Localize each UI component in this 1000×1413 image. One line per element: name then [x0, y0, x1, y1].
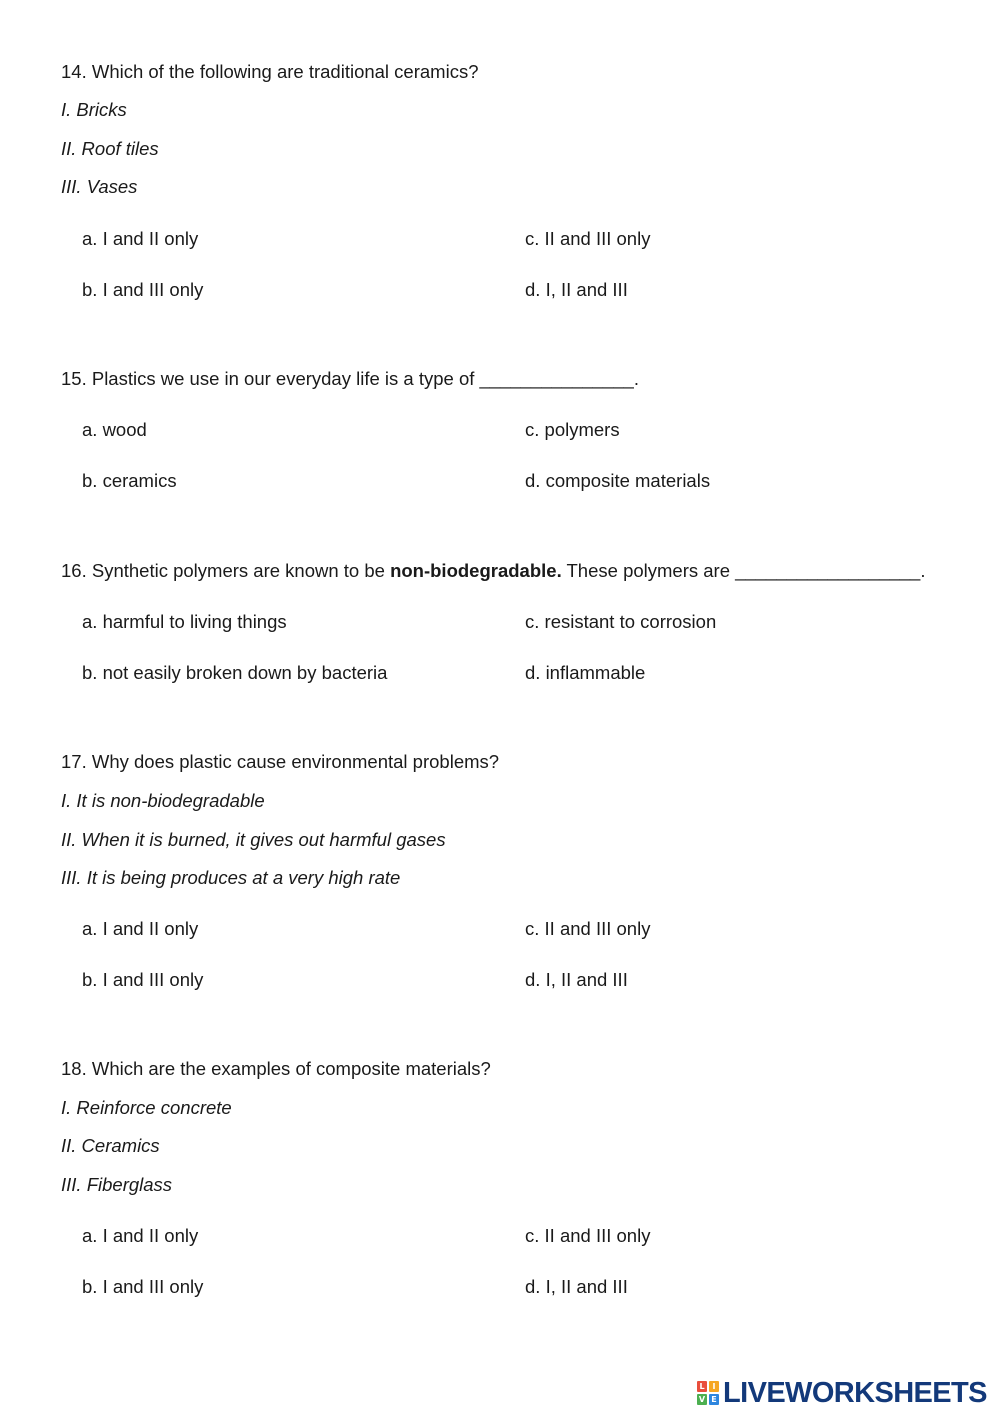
question-18-option-b[interactable]: b. I and III only [82, 1276, 204, 1297]
question-17-statement-2: II. When it is burned, it gives out harmful gases [61, 829, 446, 850]
question-16-text-end: These polymers are __________________. [561, 560, 926, 581]
question-14-statement-3: III. Vases [61, 176, 138, 197]
liveworksheets-logo [697, 1378, 993, 1408]
question-17-text: 17. Why does plastic cause environmental problems? [61, 751, 500, 772]
question-14-statement-2: II. Roof tiles [61, 138, 159, 159]
question-17-option-d[interactable]: d. I, II and III [525, 969, 628, 990]
question-16-option-d[interactable]: d. inflammable [525, 662, 646, 683]
question-15-option-c[interactable]: c. polymers [525, 419, 620, 440]
question-14-option-a[interactable]: a. I and II only [82, 228, 199, 249]
logo-tile-2: I [709, 1381, 719, 1392]
question-17-option-b[interactable]: b. I and III only [82, 969, 204, 990]
logo-tile-3: V [698, 1395, 706, 1404]
question-17-option-a[interactable]: a. I and II only [82, 918, 199, 939]
question-15-option-d[interactable]: d. composite materials [525, 470, 711, 491]
question-15-text: 15. Plastics we use in our everyday life is a type of _______________. [61, 368, 639, 389]
liveworksheets-logo-icon [697, 1381, 719, 1405]
question-15-option-b[interactable]: b. ceramics [82, 470, 177, 491]
logo-tile-1: L [697, 1381, 707, 1392]
question-17-statement-3: III. It is being produces at a very high rate [61, 867, 401, 888]
question-16-option-c[interactable]: c. resistant to corrosion [525, 611, 717, 632]
question-16-option-a[interactable]: a. harmful to living things [82, 611, 287, 632]
question-16-bold-term: non-biodegradable. [390, 560, 562, 581]
question-18-option-c[interactable]: c. II and III only [525, 1225, 651, 1246]
question-14-statement-1: I. Bricks [61, 99, 127, 120]
question-14-option-d[interactable]: d. I, II and III [525, 279, 628, 300]
question-18-statement-1: I. Reinforce concrete [61, 1097, 232, 1118]
question-16-text-start: 16. Synthetic polymers are known to be [61, 560, 391, 581]
question-18-text: 18. Which are the examples of composite materials? [61, 1058, 491, 1079]
liveworksheets-logo-text: LIVEWORKSHEETS [723, 1377, 987, 1409]
question-15-option-a[interactable]: a. wood [82, 419, 147, 440]
question-18-option-a[interactable]: a. I and II only [82, 1225, 199, 1246]
question-14-option-c[interactable]: c. II and III only [525, 228, 651, 249]
question-18-statement-3: III. Fiberglass [61, 1174, 173, 1195]
logo-tile-4: E [709, 1394, 719, 1405]
question-16-text [61, 560, 925, 582]
question-14-text: 14. Which of the following are traditional ceramics? [61, 61, 479, 82]
question-17-statement-1: I. It is non-biodegradable [61, 790, 265, 811]
question-18-option-d[interactable]: d. I, II and III [525, 1276, 628, 1297]
question-16-option-b[interactable]: b. not easily broken down by bacteria [82, 662, 388, 683]
question-17-option-c[interactable]: c. II and III only [525, 918, 651, 939]
question-14-option-b[interactable]: b. I and III only [82, 279, 204, 300]
question-18-statement-2: II. Ceramics [61, 1135, 160, 1156]
